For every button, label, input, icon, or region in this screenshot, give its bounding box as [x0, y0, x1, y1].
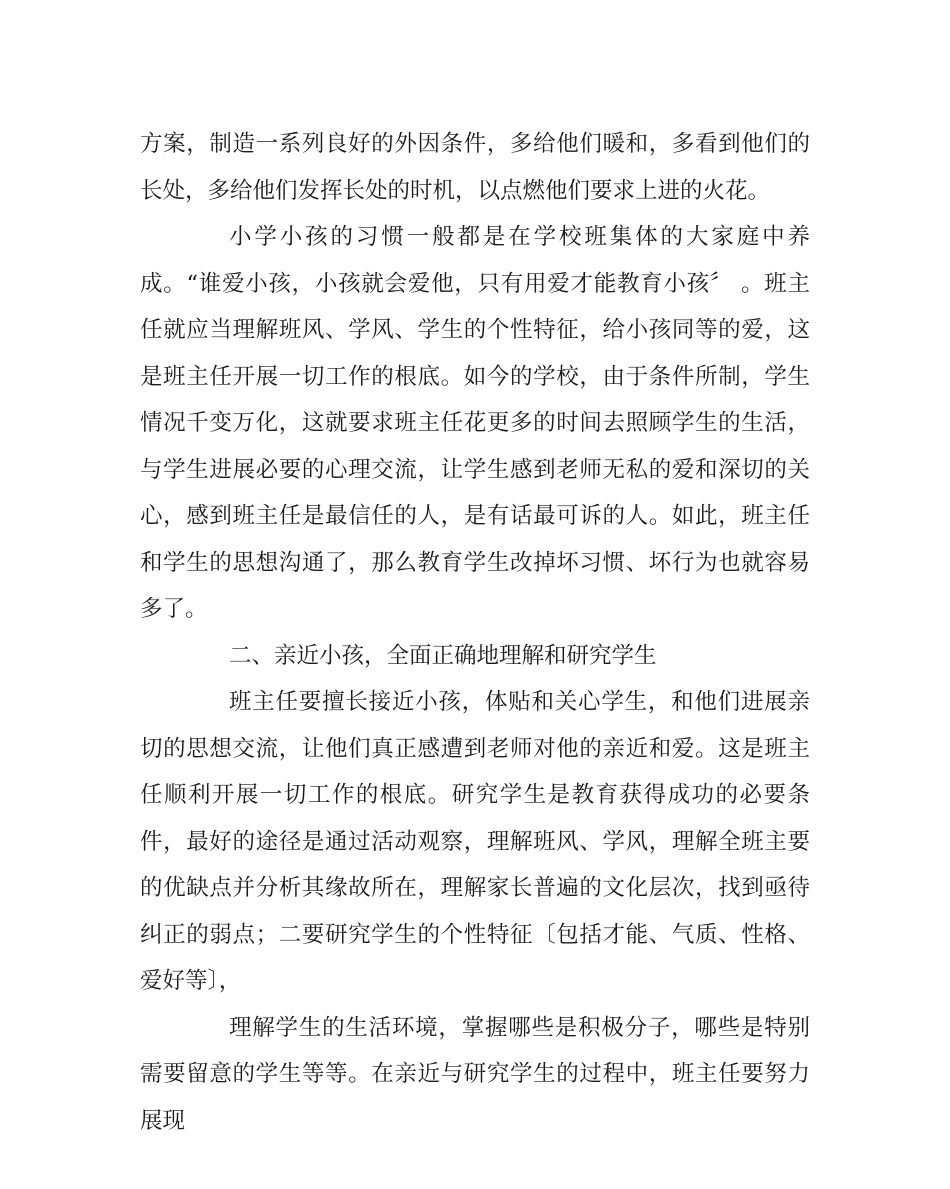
paragraph-1: 方案，制造一系列良好的外因条件，多给他们暖和，多看到他们的长处，多给他们发挥长处的时机，以点燃他们要求上进的火花。: [140, 131, 810, 204]
section-heading: 二、亲近小孩，全面正确地理解和研究学生: [229, 642, 657, 669]
paragraph-4: 理解学生的生活环境，掌握哪些是积极分子，哪些是特别需要留意的学生等等。在亲近与研究学生的过程中，班主任要努力展现: [140, 1014, 810, 1134]
paragraph-3: 班主任要擅长接近小孩，体贴和关心学生，和他们进展亲切的思想交流，让他们真正感遭到老师对他的亲近和爱。这是班主任顺利开展一切工作的根底。研究学生是教育获得成功的必要条件，最好的途径是通过活动观察，理解班风、学风，理解全班主要的优缺点并分析其缘故所在，理解家长普遍的文化层次，找到亟待纠正的弱点；二要研究学生的个性特征〔包括才能、气质、性格、爱好等〕，: [140, 689, 810, 994]
document-body: [140, 121, 810, 1144]
paragraph-2: 小学小孩的习惯一般都是在学校班集体的大家庭中养成。“谁爱小孩，小孩就会爱他，只有用爱才能教育小孩〞 。班主任就应当理解班风、学风、学生的个性特征，给小孩同等的爱，这是班主任开展一切工作的根底。如今的学校，由于条件所制，学生情况千变万化，这就要求班主任花更多的时间去照顾学生的生活，与学生进展必要的心理交流，让学生感到老师无私的爱和深切的关心，感到班主任是最信任的人，是有话最可诉的人。如此，班主任和学生的思想沟通了，那么教育学生改掉坏习惯、坏行为也就容易多了。: [140, 224, 810, 622]
